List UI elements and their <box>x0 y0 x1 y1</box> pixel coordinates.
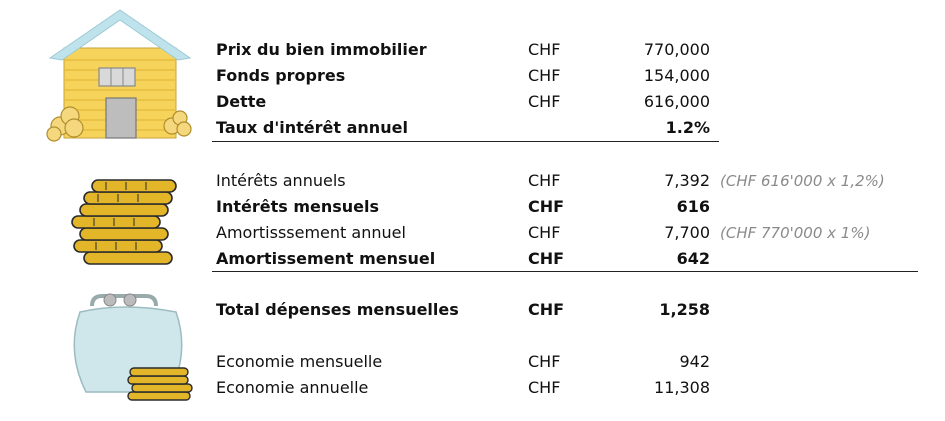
divider-section1 <box>212 141 719 142</box>
house-illustration <box>44 8 194 144</box>
coin-stack-illustration <box>66 176 186 268</box>
divider-section2 <box>212 271 918 272</box>
calc-note: (CHF 616'000 x 1,2%) <box>720 172 885 190</box>
purse-illustration <box>66 292 196 404</box>
calc-note: (CHF 770'000 x 1%) <box>720 224 871 242</box>
